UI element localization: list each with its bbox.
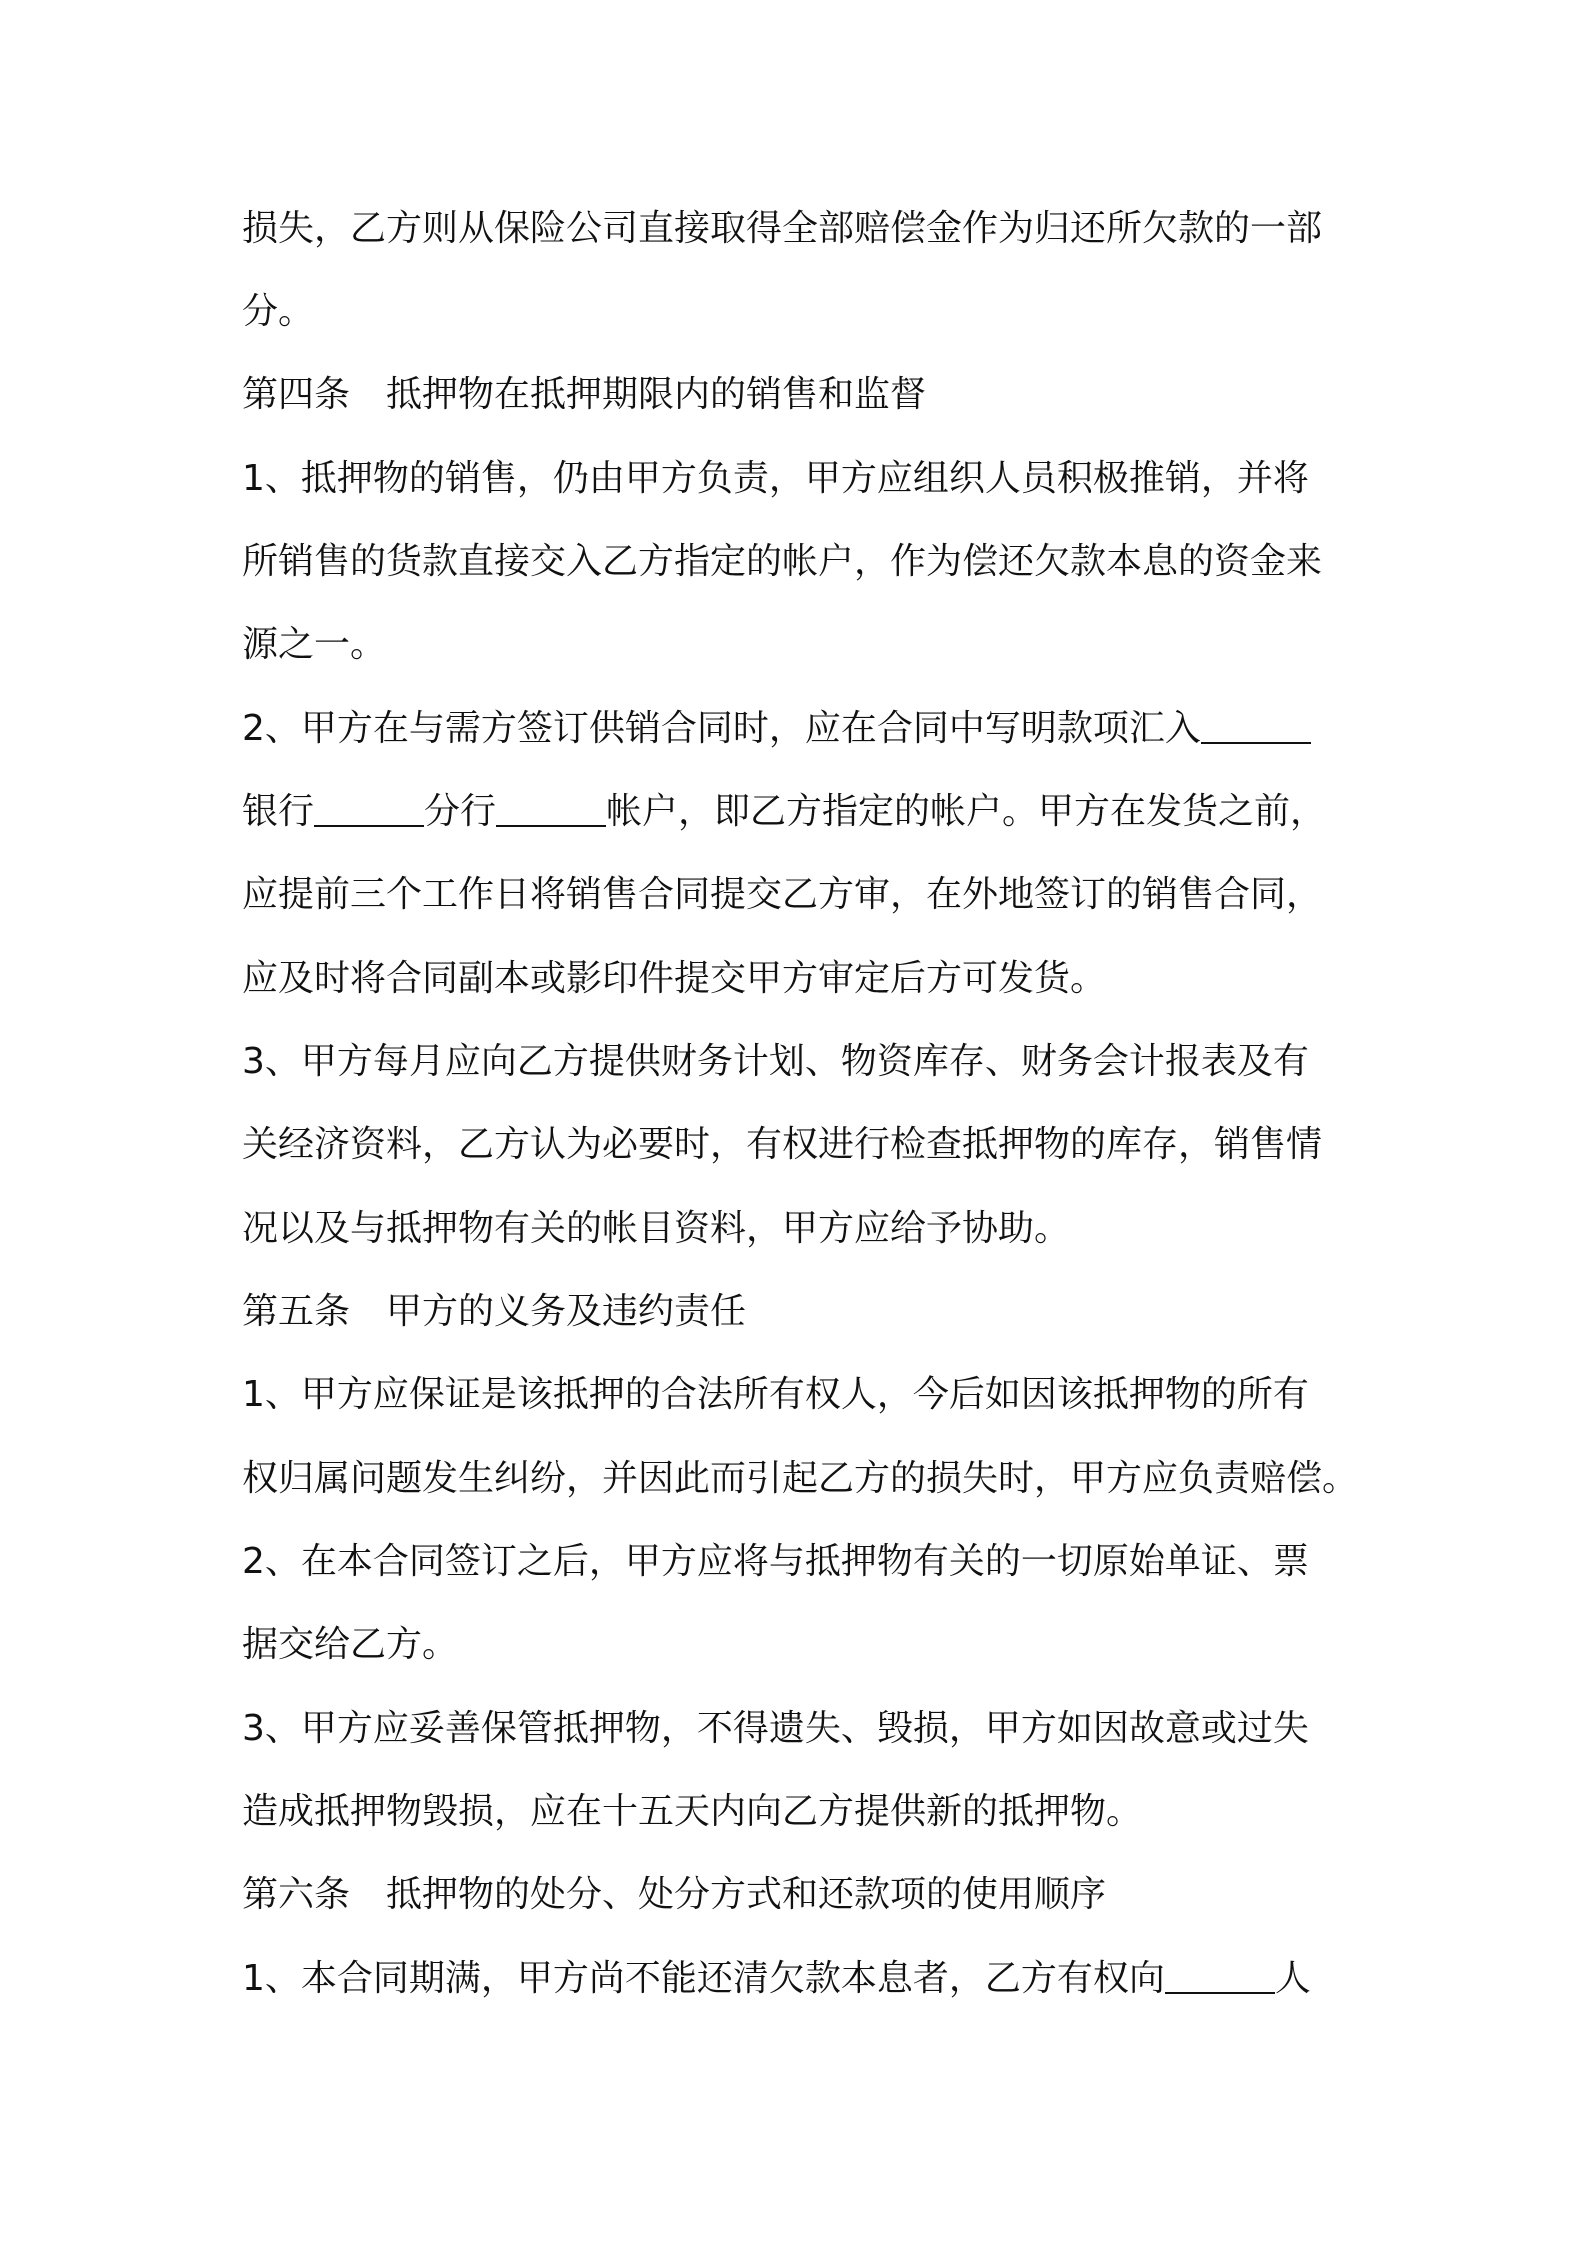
paragraph-line: 损失，乙方则从保险公司直接取得全部赔偿金作为归还所欠款的一部 [242,208,1323,249]
article-5-heading: 第五条 甲方的义务及违约责任 [242,1291,747,1332]
paragraph-line: 况以及与抵押物有关的帐目资料，甲方应给予协助。 [242,1208,1071,1249]
paragraph-line: 3、甲方应妥善保管抵押物，不得遗失、毁损，甲方如因故意或过失 [242,1708,1309,1749]
paragraph-line: 分。 [242,291,315,332]
paragraph-line: 应及时将合同副本或影印件提交甲方审定后方可发货。 [242,958,1107,999]
paragraph-line: 1、甲方应保证是该抵押的合法所有权人，今后如因该抵押物的所有 [242,1374,1309,1415]
article-4-heading: 第四条 抵押物在抵押期限内的销售和监督 [242,374,927,415]
fill-in-blank [1201,706,1311,744]
paragraph-line: 银行 分行 帐户，即乙方指定的帐户。甲方在发货之前， [242,791,1327,832]
paragraph-line: 3、甲方每月应向乙方提供财务计划、物资库存、财务会计报表及有 [242,1041,1309,1082]
paragraph-line: 所销售的货款直接交入乙方指定的帐户，作为偿还欠款本息的资金来 [242,541,1323,582]
paragraph-line: 权归属问题发生纠纷，并因此而引起乙方的损失时，甲方应负责赔偿。 [242,1458,1359,1499]
paragraph-line: 1、本合同期满，甲方尚不能还清欠款本息者，乙方有权向 人 [242,1958,1311,1999]
paragraph-line: 1、抵押物的销售，仍由甲方负责，甲方应组织人员积极推销，并将 [242,458,1309,499]
fill-in-blank [314,789,424,827]
paragraph-line: 2、在本合同签订之后，甲方应将与抵押物有关的一切原始单证、票 [242,1541,1309,1582]
paragraph-line: 造成抵押物毁损，应在十五天内向乙方提供新的抵押物。 [242,1791,1143,1832]
fill-in-blank [496,789,606,827]
paragraph-line: 2、甲方在与需方签订供销合同时，应在合同中写明款项汇入 [242,699,1362,759]
fill-in-blank [1165,1956,1275,1994]
paragraph-line: 应提前三个工作日将销售合同提交乙方审，在外地签订的销售合同， [242,874,1323,915]
paragraph-line: 源之一。 [242,624,387,665]
paragraph-line: 关经济资料，乙方认为必要时，有权进行检查抵押物的库存，销售情 [242,1124,1323,1165]
article-6-heading: 第六条 抵押物的处分、处分方式和还款项的使用顺序 [242,1874,1107,1915]
paragraph-line: 据交给乙方。 [242,1624,459,1665]
